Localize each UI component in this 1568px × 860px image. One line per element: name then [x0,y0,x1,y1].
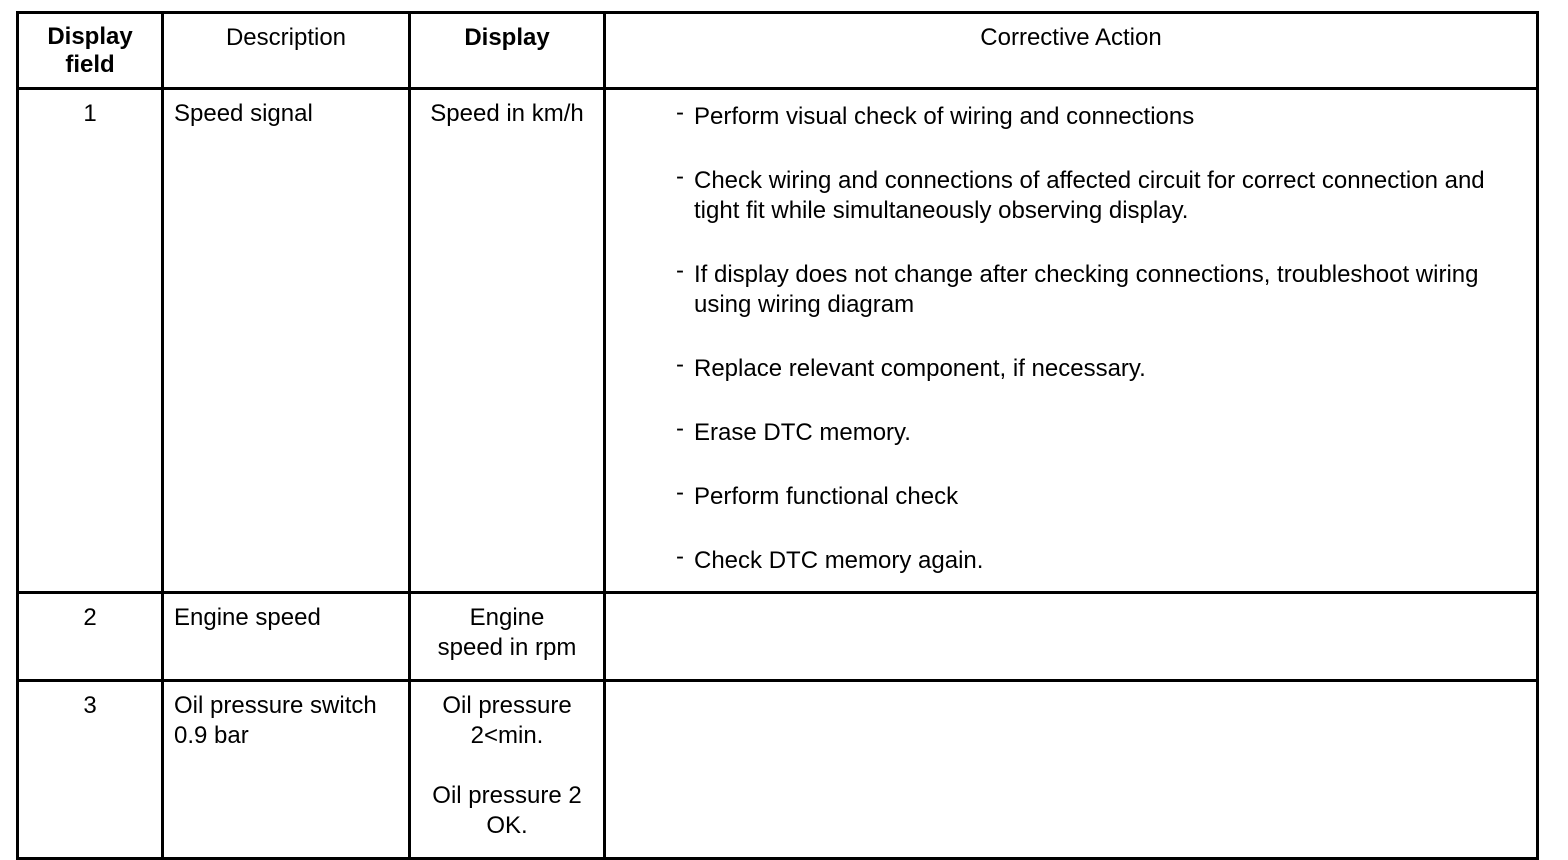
corrective-action-cell [605,89,1538,593]
table-row [18,681,1538,859]
display-field-cell: 2 [18,593,163,681]
corrective-action-list [606,90,1536,576]
display-value: Oil pressure 2<min. [442,692,572,749]
header-display-field-text: Display field [47,23,133,78]
header-description: Description [163,13,410,89]
table-row [18,593,1538,681]
corrective-action-cell [605,681,1538,859]
action-step-text: Perform functional check [694,483,959,510]
action-step [676,163,1528,226]
description-cell: Oil pressure switch 0.9 bar [163,681,410,859]
action-step-text: Check DTC memory again. [694,547,984,574]
dash-bullet-icon: - [676,163,684,190]
header-corrective-action: Corrective Action [605,13,1538,89]
display-cell [410,681,605,859]
header-row [18,13,1538,89]
action-step [676,99,1528,132]
action-step-text: Erase DTC memory. [694,419,911,446]
header-display-field [18,13,163,89]
description-cell: Engine speed [163,593,410,681]
dash-bullet-icon: - [676,351,684,378]
action-step [676,351,1528,384]
display-value: Oil pressure 2 OK. [432,782,582,839]
corrective-action-cell [605,593,1538,681]
description-cell: Speed signal [163,89,410,593]
action-step-text: Replace relevant component, if necessary. [694,355,1146,382]
corrective-action-table [16,11,1539,860]
display-field-cell: 3 [18,681,163,859]
action-step [676,543,1528,576]
dash-bullet-icon: - [676,479,684,506]
display-field-cell: 1 [18,89,163,593]
dash-bullet-icon: - [676,99,684,126]
display-value: Engine speed in rpm [437,604,577,661]
dash-bullet-icon: - [676,415,684,442]
dash-bullet-icon: - [676,543,684,570]
action-step [676,415,1528,448]
display-value: Speed in km/h [430,100,584,127]
action-step [676,257,1528,320]
action-step [676,479,1528,512]
header-display: Display [410,13,605,89]
display-cell [410,89,605,593]
display-cell [410,593,605,681]
action-step-text: Perform visual check of wiring and connections [694,103,1195,130]
action-step-text: If display does not change after checking connections, troubleshoot wiring using wiring diagram [694,261,1479,318]
table-row [18,89,1538,593]
action-step-text: Check wiring and connections of affected circuit for correct connection and tight fit while simultaneously observing display. [694,167,1485,224]
dash-bullet-icon: - [676,257,684,284]
